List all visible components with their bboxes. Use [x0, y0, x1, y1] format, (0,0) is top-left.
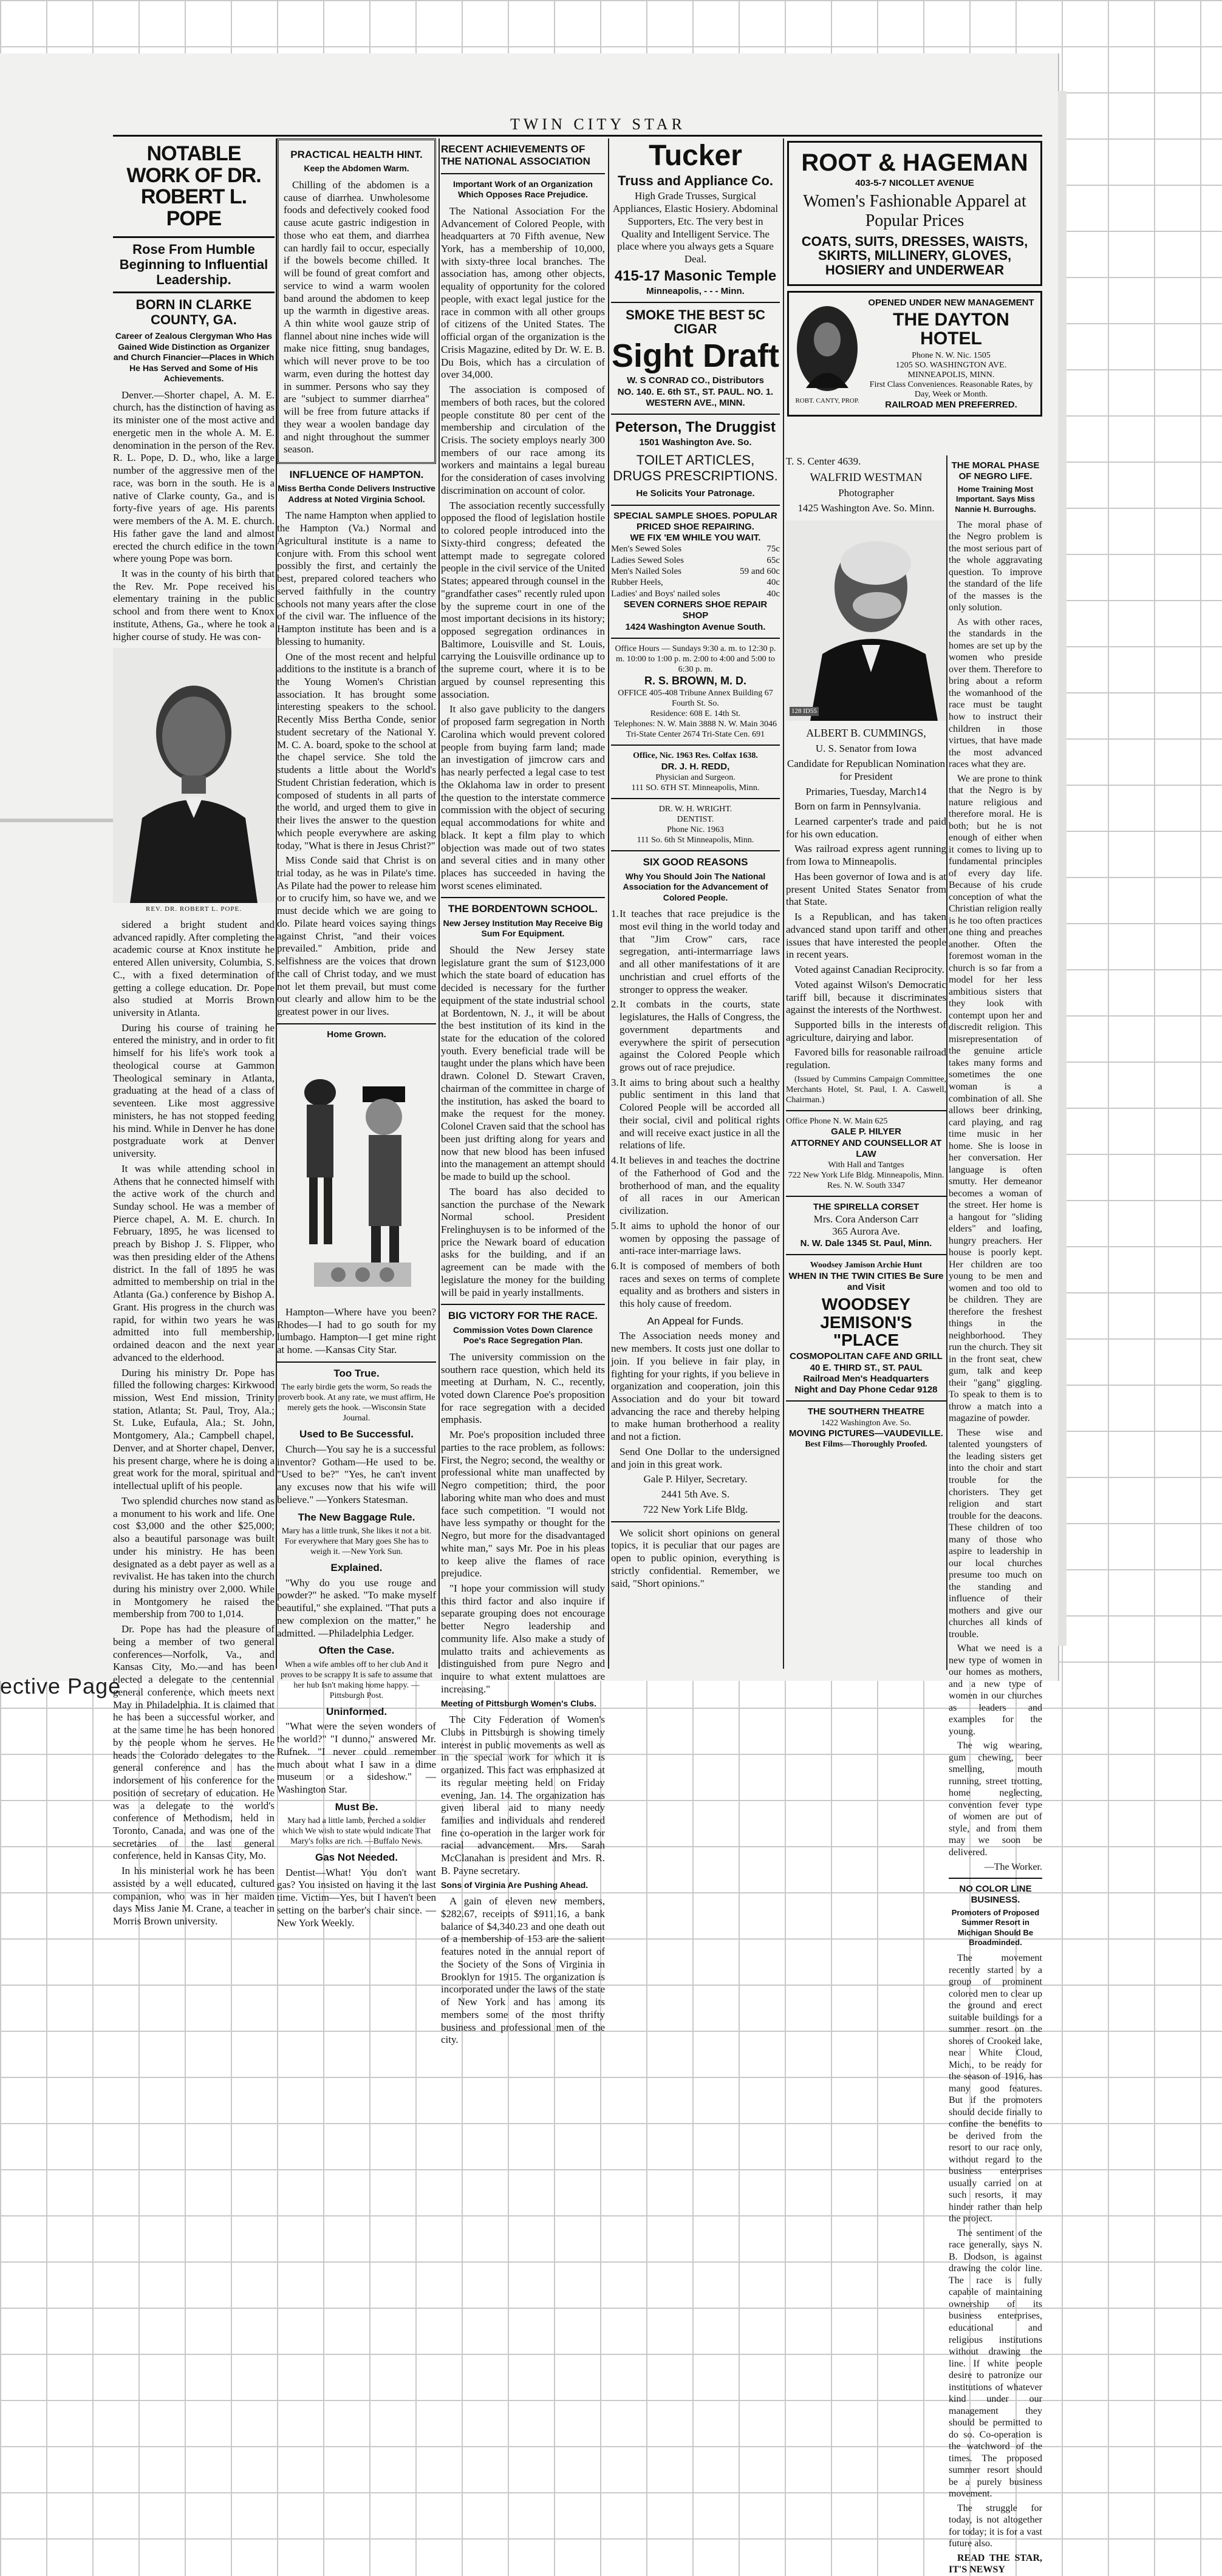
- ad-shop: SEVEN CORNERS SHOE REPAIR SHOP: [623, 599, 768, 621]
- price-item: Ladies' and Boys' nailed soles: [611, 588, 720, 599]
- rule: [611, 638, 780, 639]
- paragraph: Should the New Jersey state legislature grant the sum of $123,000 which the state board of education has decided is necessary for the further equipment of the state industrial school at Bordentown, N. J., it will be about the best institution of its kind in the state for the education of the colored youth. Every beneficial trade will be taught under the plans which have been drawn. Colonel D. Stewart Craven, chairman of the committee in charge of the institution, has asked the board to make the request for the money. Colonel Craven said that the school has been just drifting along for years and now that new blood has been infused into the management an attempt should be made to build up the school.: [441, 944, 605, 1183]
- list-item-text: It aims to bring about such a healthy public sentiment in this land that Colored People will be accorded all their social, civil and political rights and will receive exact justice in all the relations of life.: [620, 1076, 780, 1151]
- ad-address: 111 SO. 6TH ST. Minneapolis, Minn.: [631, 783, 760, 792]
- ad-phone: Night and Day Phone Cedar 9128: [794, 1385, 938, 1395]
- rule: [611, 414, 780, 415]
- price-item: Ladies Sewed Soles: [611, 555, 684, 565]
- rule: [949, 1878, 1042, 1879]
- ad-title: Photographer: [838, 486, 894, 499]
- article-head: INFLUENCE OF HAMPTON.: [289, 469, 424, 481]
- article-deck: New Jersey Institution May Receive Big Sum For Equipment.: [443, 918, 603, 939]
- ad-address: 415-17 Masonic Temple: [614, 267, 777, 284]
- paragraph: The National Association For the Advancement of Colored People, with headquarters at 70 Fifth avenue, New York, has a membership of 10,000, with sixty-three local branches. The association has, among other objects, equality of opportunity for the colored people, with exact legal justice for the race in common with all other groups of citizens of the United States. The official organ of the organization is the Crisis Magazine, edited by Dr. W. E. B. Du Bois, which has a circulation of over 34,000.: [441, 205, 605, 381]
- rule: [786, 1110, 946, 1111]
- ad-office: OFFICE 405-408 Tribune Annex Building 67 Fourth St. So.: [618, 689, 773, 709]
- ad-address: 722 New York Life Bldg. Minneapolis, Minn.: [788, 1171, 944, 1181]
- rule: [441, 897, 605, 898]
- cartoon-title: Home Grown.: [327, 1029, 386, 1040]
- list-item-text: It aims to uphold the honor of our women by opposing the passage of anti-race inter-marriage laws.: [620, 1219, 780, 1257]
- candidate-title: U. S. Senator from Iowa: [815, 743, 917, 755]
- paragraph: sidered a bright student and advanced rapidly. After completing the academic course at Knox institute he entered Allen university, Columbia, S. C., with a fixed determination of getting a college education. Dr. Pope also studied at Morris Brown university in Atlanta.: [113, 918, 275, 1018]
- reasons-list: [611, 908, 780, 1310]
- column-3: [441, 138, 605, 2046]
- paragraph: One of the most recent and helpful additions to the institute is a branch of the Young Women's Christian association. It has brought some interesting speakers to the school. Recently Miss Bertha Conde, senior student secretary of the National Y. M. C. A. board, spoke to the school at the chapel service. She told the students a little about the World's Student Christian federation, which is composed of students in all parts of the world, and urged them to give in their lives the answer to the question which people everywhere are asking today, "What is there in Jesus Christ?": [277, 650, 436, 851]
- price-row: [611, 555, 780, 566]
- ad-distributor: W. S CONRAD CO., Distributors: [627, 375, 764, 386]
- paragraph: The sentiment of the race generally, says N. B. Dodson, is against drawing the color line. The race is fully capable of maintaining ownership of its business enterprises, educational and religious institutions without drawing the line. If white people desire to patronize our institutions of whatever kind under our management they should be permitted to do so. Co-operation is the watchword of the times. The proposed summer resort should be a purely business movement.: [949, 2227, 1042, 2499]
- list-item: 1. It teaches that race prejudice is the most evil thing in the world today and that "Jim Crow" cars, race segregation, anti-intermarriage laws and all other manifestations of it are unchristian and cruel efforts of the stronger to oppress the weaker.: [611, 908, 780, 995]
- signature: Gale P. Hilyer, Secretary.: [643, 1473, 748, 1485]
- column-2: [277, 138, 437, 1929]
- ad-by: Mrs. Cora Anderson Carr: [813, 1213, 919, 1225]
- headline: NOTABLE WORK OF DR. ROBERT L. POPE: [126, 142, 261, 231]
- ad-address: 1501 Washington Ave. So.: [639, 437, 752, 448]
- ad-name: Peterson, The Druggist: [615, 419, 776, 436]
- list-item: 4. It believes in and teaches the doctrine of the Fatherhood of God and the brotherhood of man, and the equality of all races in our American civilization.: [611, 1154, 780, 1217]
- page-fold: [0, 819, 115, 822]
- paragraph: A gain of eleven new members, $282.67, receipts of $911.16, a bank balance of $4,340.23 and one death out of a membership of 153 are the salient features noted in the annual report of the Society of the Sons of Virginia in Brooklyn for 1915. The organization is incorporated under the laws of the state of New York and has among its members some of the most thrifty business and professional men of the city.: [441, 1895, 605, 2046]
- joke: Church—You say he is a successful inventor? Gotham—He used to be. "Used to be?" "Yes, he can't invent any excuses now that his wife will believe." —Yonkers Statesman.: [277, 1443, 436, 1505]
- candidate-date: Primaries, Tuesday, March14: [805, 785, 927, 797]
- rule: [611, 745, 780, 746]
- paragraph: Dr. Pope has had the pleasure of being a member of two general conferences—Norfolk, Va., and Kansas City, Mo.—and has been elected a delegate to the centennial general conference, which meets next May in Philadelphia. It is claimed that he has been a successful worker, and at the same time he has been honored by the people whom he serves. He heads the Colorado delegates to the general conference and has the indorsement of his conference for the position of secretary of education. He was a delegate to the world's conference of Methodism, held in Toronto, Canada, and was one of the secretaries of the last general conference, held in Kansas City, Mo.: [113, 1623, 275, 1862]
- joke-title: Used to Be Successful.: [299, 1428, 414, 1440]
- column-1: [113, 138, 275, 1927]
- rule: [441, 1304, 605, 1305]
- ad-owners: Woodsey Jamison Archie Hunt: [810, 1261, 923, 1270]
- paragraph: The struggle for today, is not altogether for today; it is for a vast future also.: [949, 2503, 1042, 2549]
- ad-title: ATTORNEY AND COUNSELLOR AT LAW: [790, 1137, 942, 1159]
- box-subtitle: Keep the Abdomen Warm.: [304, 163, 409, 174]
- ad-title: Physician and Surgeon.: [655, 772, 736, 782]
- paragraph: It was in the county of his birth that the Rev. Mr. Pope received his elementary training in the public school and from there went to Knox institute, Athens, Ga., where he took a higher course of study. He was con-: [113, 568, 275, 642]
- ad-address: 1205 SO. WASHINGTON AVE. MINNEAPOLIS, MINN.: [895, 360, 1007, 380]
- ad-items: COATS, SUITS, DRESSES, WAISTS, SKIRTS, MILLINERY, GLOVES, HOSIERY and UNDERWEAR: [801, 234, 1028, 278]
- paragraph: Two splendid churches now stand as a monument to his work and life. One cost $3,000 and the other $25,000; also a beautiful parsonage was built under his ministry. He has been designated as a debt payer as well as a revivalist. He has taken into the church during his ministry over 2,000. While in Montgomery he raised the membership from 700 to 1,014.: [113, 1494, 275, 1620]
- appeal-head: An Appeal for Funds.: [647, 1315, 744, 1327]
- candidate-bio: Is a Republican, and has taken advanced stand upon tariff and other issues that have interested the people in recent years.: [786, 911, 946, 961]
- candidate-bio: Has been governor of Iowa and is at present United States Senator from that State.: [786, 870, 946, 908]
- ad-phone: T. S. Center 4639.: [786, 455, 861, 467]
- paragraph: The association is composed of members of both races, but the colored people constitute 80 per cent of the membership and circulation of the Crisis. The society employs nearly 300 members of our race among its workers and maintains a legal bureau for the consideration of cases involving discrimination on account of color.: [441, 384, 605, 496]
- column-5: [786, 455, 946, 1676]
- paragraph: During his course of training he entered the ministry, and in order to fit himself for his life's work took a theological course at Gammon Theological seminary in Atlanta, graduating at the head of a class of seventeen. Like most aggressive ministers, he has not stopped feeding his mind. While in Denver he has done postgraduate work at Denver university.: [113, 1021, 275, 1160]
- candidate-bio: Favored bills for reasonable railroad regulation.: [786, 1046, 946, 1071]
- ad-address: 111 So. 6th St Minneapolis, Minn.: [637, 836, 754, 845]
- candidate-bio: Born on farm in Pennsylvania.: [794, 800, 921, 813]
- paragraph: During his ministry Dr. Pope has filled the following charges: Kirkwood mission, West End mission, Trinity station, Atlanta; St. Paul, Troy, Ala.; St. Luke, Eufaula, Ala.; St. John, Montgomery, Ala.; Campbell chapel, Denver, and at Shorter chapel, Denver, his present charge, where he is doing a great work for the moral, spiritual and intellectual uplift of his people.: [113, 1366, 275, 1492]
- article-head: RECENT ACHIEVEMENTS OF THE NATIONAL ASSOCIATION: [441, 143, 590, 168]
- column-rule: [439, 138, 440, 1669]
- paragraph: As with other races, the standards in the homes are set up by the women who preside over them. Therefore to bring about a reform the womanhood of the race must be taught how to instruct their children in those virtues, that have made the most advanced races what they are.: [949, 616, 1042, 770]
- signature: 2441 5th Ave. S.: [661, 1488, 730, 1501]
- paragraph: The wig wearing, gum chewing, beer smelling, mouth running, street trotting, home neglecting, convention fever type of women are out of style, and from them may we soon be delivered.: [949, 1740, 1042, 1858]
- list-item: 5. It aims to uphold the honor of our women by opposing the passage of anti-race inter-marriage laws.: [611, 1219, 780, 1257]
- verse: Mary had a little lamb, Perched a soldier which We wish to state would indicate That Mary's folks are rich. —Buffalo News.: [282, 1816, 431, 1847]
- paragraph: Miss Conde said that Christ is on trial today, as he was in Pilate's time. As Pilate had the power to release him or to crucify him, so have we, and we must decide which we are going to do. Pilate heard voices saying things against Christ, "and their voices prevailed." Ambition, pride and selfishness are the voices that drown the call of Christ today, and we must not let them prevail, but must come out clearly and allow him to be the greatest power in our lives.: [277, 854, 437, 1018]
- verse-title: Too True.: [333, 1367, 380, 1379]
- article-deck: Career of Zealous Clergyman Who Has Gained Wide Distinction as Organizer and Church Financier—Places in Which He Has Served and Some of His Achievements.: [113, 331, 275, 384]
- ad-name: WALFRID WESTMAN: [810, 471, 923, 484]
- druggist-ad: [611, 420, 780, 499]
- article-deck: Why You Should Join The National Association for the Advancement of Colored People.: [623, 871, 768, 902]
- joke-title: Often the Case.: [318, 1644, 395, 1657]
- price-row: [611, 566, 780, 577]
- item-head: Meeting of Pittsburgh Women's Clubs.: [441, 1698, 596, 1708]
- ad-line: Women's Fashionable Apparel at Popular Prices: [803, 192, 1026, 231]
- ad-head: SPECIAL SAMPLE SHOES. POPULAR PRICED SHOE REPAIRING.: [613, 510, 777, 532]
- candidate-bio: Was railroad express agent running from Iowa to Minneapolis.: [786, 843, 946, 868]
- ad-name: DR. W. H. WRIGHT.: [658, 804, 732, 814]
- candidate-bio: Voted against Wilson's Democratic tariff bill, because it discriminates against the interests of the Northwest.: [786, 978, 946, 1016]
- rule: [113, 236, 275, 238]
- signature: 722 New York Life Bldg.: [643, 1503, 748, 1515]
- joke: Hampton—Where have you been? Rhodes—I had to go south for my lumbago. Hampton—I get mine right at home. —Kansas City Star.: [277, 1306, 436, 1356]
- article-head: THE MORAL PHASE OF NEGRO LIFE.: [951, 460, 1040, 482]
- ad-name: ROOT & HAGEMAN: [801, 149, 1028, 176]
- ad-city: Minneapolis, - - - Minn.: [646, 286, 745, 297]
- portrait-caption: REV. DR. ROBERT L. POPE.: [145, 905, 242, 913]
- item-head: Sons of Virginia Are Pushing Ahead.: [441, 1879, 589, 1890]
- cartoon-illustration: [277, 1044, 436, 1299]
- ad-box: [787, 141, 1042, 286]
- candidate-portrait: [786, 520, 946, 721]
- joke-title: The New Baggage Rule.: [298, 1511, 415, 1523]
- box-text: Chilling of the abdomen is a cause of diarrhea. Unwholesome foods and defectively cooked food cause acute gastric indigestion in those who eat them, and diarrhea can hardly fail to occur, especially if the bowels become chilled. It will be found of great comfort and service to wind a warm woolen band around the abdomen to keep up the warmth in digestive areas. A thin white wool gauze strip of flannel about nine inches wide will make nice fitting, snug bandages, which will never prove to be too warm, even during the hottest day in summer. Persons who say they are "subject to summer diarrhea" will be free from future attacks if they wear a woolen bandage day and night throughout the summer season.: [284, 179, 429, 455]
- paragraph: The association recently successfully opposed the flood of legislation hostile to colored people introduced into the Sixty-third congress; defeated the attempt made to segregate colored people in the civil service of the United States; appeared through counsel in the "grandfather cases" recently ruled upon by the supreme court in one of the most important decisions in its history; opposed segregation ordinances in Baltimore, Louisville and St. Louis, carrying the Louisville ordinance up to the supreme court, where it is to be argued by counsel representing this association.: [441, 499, 605, 700]
- ad-phone: N. W. Dale 1345 St. Paul, Minn.: [800, 1238, 932, 1249]
- ad-rail: RAILROAD MEN PREFERRED.: [885, 399, 1017, 410]
- ad-phone: Phone Nic. 1963: [667, 825, 724, 835]
- article-deck: Miss Bertha Conde Delivers Instructive Address at Noted Virginia School.: [278, 483, 435, 504]
- root-hageman-ad: [787, 141, 1042, 421]
- ad-top: WHEN IN THE TWIN CITIES Be Sure and Visit: [788, 1270, 944, 1292]
- subhead: Rose From Humble Beginning to Influential Leadership.: [119, 241, 268, 288]
- portrait-image: [113, 648, 275, 903]
- article-head: BIG VICTORY FOR THE RACE.: [448, 1310, 598, 1322]
- joke: "Why do you use rouge and powder?" he asked. "To make myself beautiful," she explained. "That puts a new complexion on the matter," he admitted. —Philadelphia Ledger.: [277, 1576, 436, 1639]
- joke: Dentist—What! You don't want gas? You insisted on having it the last time. Victim—Yes, but I haven't been setting on the barber's chair since. —New York Weekly.: [277, 1866, 436, 1929]
- ad-sub: WE FIX 'EM WHILE YOU WAIT.: [630, 533, 761, 543]
- paragraph: The name Hampton when applied to the Hampton (Va.) Normal and Agricultural institute is a name to conjure with. From this school went possibly the first, and certainly the best, prepared colored teachers who served faithfully in the country schools not many years after the close of the civil war. The influence of the Hampton institute has been and is a blessing to humanity.: [277, 509, 436, 647]
- page-edge: [1058, 91, 1067, 1646]
- list-item-text: It is composed of members of both races and sexes on terms of complete equality and as brothers and sisters in this holy cause of freedom.: [620, 1259, 780, 1310]
- ad-address: 40 E. THIRD ST., ST. PAUL: [810, 1362, 923, 1373]
- ad-residence: Res. N. W. South 3347: [827, 1181, 905, 1191]
- paragraph: The university commission on the southern race question, which held its meeting at Durham, N. C., recently, voted down Clarence Poe's proposition for race segregation with a decided emphasis.: [441, 1351, 605, 1426]
- rule: [786, 1254, 946, 1255]
- rule: [113, 291, 275, 293]
- ad-name: R. S. BROWN, M. D.: [644, 675, 746, 687]
- doctor-brown-ad: [611, 644, 780, 740]
- candidate-for: Candidate for Republican Nomination for President: [787, 758, 946, 782]
- candidate-name: ALBERT B. CUMMINGS,: [806, 727, 926, 740]
- ad-tagline: He Solicits Your Patronage.: [636, 488, 755, 499]
- article-head: NO COLOR LINE BUSINESS.: [959, 1884, 1032, 1906]
- article-head: SIX GOOD REASONS: [643, 856, 748, 868]
- list-item-text: It combats in the courts, state legislatures, the Halls of Congress, the government departments and everywhere the spirit of persecution against the Colored People which grows out of race prejudice.: [620, 998, 780, 1073]
- rule: [786, 1400, 946, 1402]
- price-item: Men's Nailed Soles: [611, 567, 682, 577]
- footer-label: ective Page: [0, 1674, 121, 1699]
- price-value: 59 and 60c: [740, 567, 780, 577]
- ad-office: Office, Nic. 1963 Res. Colfax 1638.: [633, 751, 758, 761]
- joke-title: Must Be.: [335, 1801, 378, 1813]
- candidate-bio: Voted against Canadian Reciprocity.: [794, 964, 944, 976]
- price-item: Rubber Heels,: [611, 578, 663, 588]
- price-row: [611, 543, 780, 554]
- column-rule: [608, 138, 609, 1669]
- tucker-ad: [611, 141, 780, 297]
- paragraph: The board has also decided to sanction the purchase of the Newark Normal school. President Frelinghuysen is to be informed of the price the Newark board of education asks for the building, and if an agreement can be made with the legislature the money for the building will be paid in yearly installments.: [441, 1185, 605, 1298]
- list-item-text: It believes in and teaches the doctrine of the Fatherhood of God and the brotherhood of man, and the equality of all races in our American civilization.: [620, 1154, 780, 1217]
- ad-tagline: Best Films—Thoroughly Proofed.: [805, 1440, 927, 1450]
- cigar-ad: [611, 308, 780, 409]
- paragraph: The Association needs money and new members. It costs just one dollar to join. If you believe in fair play, in fighting for your rights, if you believe in organization and cooperation, join this Association and do your bit toward advancing the race and thereby helping to make human brotherhood a reality and not a fiction.: [611, 1330, 780, 1443]
- masthead-rule: [113, 135, 1042, 137]
- candidate-bio: Supported bills in the interests of agriculture, dairying and labor.: [786, 1019, 946, 1043]
- box-title: PRACTICAL HEALTH HINT.: [290, 149, 423, 160]
- ad-with: With Hall and Tantges: [828, 1160, 904, 1170]
- ad-address: 365 Aurora Ave.: [832, 1225, 900, 1238]
- paragraph: READ THE STAR, IT'S NEWSY: [949, 2552, 1042, 2575]
- price-item: Men's Sewed Soles: [611, 544, 682, 554]
- article-deck: Promoters of Proposed Summer Resort in Michigan Should Be Broadminded.: [951, 1908, 1040, 1947]
- paragraph: It was while attending school in Athens that he connected himself with the active work of the church and Sunday school. He was a member of Pierce chapel, A. M. E. church. In February, 1895, he was licensed to preach by Bishop J. S. Flipper, who was then presiding elder of the Athens district. In the fall of 1895 he was admitted to membership on trial in the Atlanta (Ga.) conference by Bishop A. Grant. His progress in the church was rapid, for within two years he was admitted into full membership, ordained deacon and the next year advanced to the elderhood.: [113, 1162, 275, 1363]
- list-item: 3. It aims to bring about such a healthy public sentiment in this land that Colored People will be accorded all their social, civil and political rights and will receive exact justice in all the relations of life.: [611, 1076, 780, 1151]
- ad-address: 1422 Washington Ave. So.: [821, 1418, 912, 1428]
- verse: The early birdie gets the worm, So reads the proverb book. At any rate, we must affirm, He merely gets the hook. —Wisconsin State Journal.: [278, 1383, 435, 1423]
- paragraph: The moral phase of the Negro problem is the most serious part of the whole aggravating question. To improve the standard of the life of the masses is the only solution.: [949, 519, 1042, 613]
- paragraph: We are prone to think that the Negro is by nature religious and therefore moral. He is both; but he is not enough of either when it comes to living up to fundamental principles of every day life. Because of his crude conception of what the Christian religion really is he too often practices one thing and preaches another. Often the foremost woman in the church is so far from a model for her less ambitious sisters that they look with contempt upon her and discredit religion. This misrepresentation of the genuine article takes many forms and sometimes the one woman is a combination of all. She allows beer drinking, card playing, and rag time music in her home. She is loose in her conversation. Her language is often smutty. Her demeanor becomes a woman of the street. Her home is a hangout for "sliding elders" and loafing, hungry preachers. Her house is poorly kept. Her children are too young to be men and women and too old to be children. They are therefore the freshest things in the neighborhood. They run the church. They sit in the front seat, chew gum, talk and keep their "gang" giggling. To speak to them is to throw a match into a magazine of powder.: [949, 773, 1042, 1424]
- paragraph: Send One Dollar to the undersigned and join in this great work.: [611, 1445, 780, 1470]
- rule: [441, 173, 605, 174]
- ad-text: High Grade Trusses, Surgical Appliances, Elastic Hosiery. Abdominal Supporters, Etc. The very best in Quality and Intelligent Service. The place where you always gets a Square Deal.: [612, 190, 779, 265]
- ad-name: THE SOUTHERN THEATRE: [807, 1406, 925, 1417]
- ad-title: DENTIST.: [677, 815, 714, 825]
- health-hint-box: [277, 138, 436, 464]
- rule: [611, 302, 780, 303]
- paragraph: Denver.—Shorter chapel, A. M. E. church, has the distinction of having as its minister one of the most active and energetic men in the whole A. M. E. denomination in the person of the Rev. R. L. Pope, D. D., who, like a large number of the aggressive men of the race, was born in the south. He is a native of Clarke county, Ga., and is forty-five years of age. His parents were members of the A. M. E. church. His father gave the land and almost erected the church edifice in the town where young Pope was born.: [113, 389, 275, 565]
- ad-name: DR. J. H. REDD,: [661, 761, 730, 772]
- joke-title: Uninformed.: [326, 1705, 387, 1717]
- theatre-ad: [786, 1406, 946, 1450]
- campaign-notice: (Issued by Cummins Campaign Committee, Merchants Hotel, St. Paul, I. A. Caswell, Chairman.): [786, 1074, 946, 1105]
- ad-top: SMOKE THE BEST 5C CIGAR: [626, 307, 765, 337]
- list-item: 6. It is composed of members of both races and sexes on terms of complete equality and as brothers and sisters in this holy cause of freedom.: [611, 1259, 780, 1310]
- ad-subtitle: Truss and Appliance Co.: [618, 173, 773, 189]
- credit: —The Worker.: [984, 1861, 1042, 1872]
- article-deck: Commission Votes Down Clarence Poe's Race Segregation Plan.: [452, 1324, 593, 1346]
- paragraph: The City Federation of Women's Clubs in Pittsburgh is showing timely interest in public movements as well as in the special work for which it is organized. This fact was emphasized at its regular meeting held on Friday evening, Jan. 14. The organization has given liberal aid to many needy families and individuals and rendered fine co-operation in the larger work for racial advancement. Mrs. Sarah McClanahan is president and Mrs. R. B. Payne secretary.: [441, 1714, 605, 1876]
- ad-address: 1425 Washington Ave. So. Minn.: [797, 502, 935, 514]
- ad-hq: Railroad Men's Headquarters: [803, 1373, 929, 1384]
- ad-name: THE DAYTON HOTEL: [893, 309, 1009, 349]
- joke-title: Gas Not Needed.: [315, 1852, 398, 1864]
- paragraph: What we need is a new type of women in our homes as mothers, and a new type of women in our churches as leaders and examples for the young.: [949, 1643, 1042, 1737]
- ad-text: TOILET ARTICLES, DRUGS PRESCRIPTIONS.: [613, 452, 778, 484]
- ad-phone: Office Phone N. W. Main 625: [786, 1117, 888, 1126]
- article-deck: Important Work of an Organization Which Opposes Race Prejudice.: [453, 179, 593, 200]
- paragraph: "I hope your commission will study this third factor and also inquire if separate grouping does not encourage better Negro leadership and community life. Also make a study of mulatto traits and achievements as distinguished from pure Negro and inquire to what extent mulattoes are increasing.": [441, 1583, 605, 1695]
- ad-text: MOVING PICTURES—VAUDEVILLE.: [789, 1428, 943, 1439]
- list-item: 2. It combats in the courts, state legislatures, the Halls of Congress, the government departments and everywhere the spirit of persecution against the Colored People which grows out of race prejudice.: [611, 998, 780, 1073]
- ad-phone: Phone N. W. Nic. 1505: [912, 350, 991, 360]
- price-row: [611, 577, 780, 588]
- doctor-redd-ad: [611, 751, 780, 793]
- paragraph: These wise and talented youngsters of the leading sisters get into the choir and start trouble for the choristers. They get religion and start trouble for the deacons. These children of too many of those who aspire to leadership in our local churches presume too much on the standing and influence of their mothers and give our churches all kinds of trouble.: [949, 1427, 1042, 1640]
- ad-name: WOODSEY JEMISON'S "PLACE: [820, 1295, 912, 1349]
- ad-text: First Class Conveniences. Reasonable Rates, by Day, Week or Month.: [869, 380, 1033, 399]
- column-4: [611, 138, 780, 1675]
- ad-name: Sight Draft: [612, 337, 779, 374]
- ad-address: NO. 140. E. 6th ST., ST. PAUL. NO. 1. WESTERN AVE., MINN.: [617, 386, 774, 408]
- price-value: 40c: [766, 588, 780, 599]
- rule: [611, 798, 780, 799]
- verse: Mary has a little trunk, She likes it not a bit. For everywhere that Mary goes She has to weigh it. —New York Sun.: [281, 1526, 432, 1557]
- ad-sub: COSMOPOLITAN CAFE AND GRILL: [790, 1351, 943, 1362]
- ad-proprietor: ROBT. CANTY, PROP.: [795, 397, 859, 404]
- ad-name: GALE P. HILYER: [831, 1126, 901, 1137]
- hotel-proprietor: [794, 303, 861, 404]
- hotel-ad: [787, 291, 1042, 417]
- rule: [611, 850, 780, 851]
- image-mark: 128 ID55: [790, 707, 819, 716]
- price-value: 75c: [766, 544, 780, 554]
- paragraph: It also gave publicity to the dangers of proposed farm segregation in North Carolina which would prevent colored people from buying farm land; made an investigation of jimcrow cars and has nearly perfected a legal case to test the Oklahoma law in order to present the question to the interstate commerce commission with the object of securing equal accommodations for white and black. It kept a film play to which objection was made out of two states and several cities and in many other places has succeeded in having the worst scenes eliminated.: [441, 703, 605, 891]
- lawyer-ad: [786, 1116, 946, 1191]
- rule: [277, 1361, 436, 1363]
- paragraph: Mr. Poe's proposition included three parties to the race problem, as follows: First, the Negro; second, the wealthy or professional white man unaffected by Negro competition; third, the poor laboring white man who does and must face such competition. "I would not have less sympathy or thought for the Negro, but more for the disadvantaged white man," says Mr. Poe in his pleas to keep alive the flames of race prejudice.: [441, 1429, 605, 1579]
- dentist-ad: [611, 804, 780, 845]
- ad-address: 1424 Washington Avenue South.: [625, 621, 766, 632]
- article-deck: Home Training Most Important. Says Miss Nannie H. Burroughs.: [955, 485, 1036, 514]
- joke-title: Explained.: [330, 1562, 383, 1574]
- paragraph: The movement recently started by a group of prominent colored men to clear up the ground and erect suitable buildings for a summer resort on the shores of Crooked lake, near White Cloud, Mich., to be ready for the season of 1916, has many good features. But if the promoters should decide finally to confine the benefits to be derived from the resort to our race only, without regard to the business enterprises usually carried on at such resorts, it may hinder rather than help the project.: [949, 1953, 1042, 2224]
- candidate-bio: Learned carpenter's trade and paid for his own education.: [786, 816, 946, 840]
- rule: [786, 1196, 946, 1197]
- corset-ad: [786, 1202, 946, 1249]
- verse: When a wife ambles off to her club And it proves to be scrappy It is safe to assume that her hub Isn't making home happy. —Pittsburgh Post.: [281, 1660, 432, 1700]
- paragraph: We solicit short opinions on general topics, it is peculiar that our pages are open to public opinion, everything is strictly confidential. Remember, we said, "Short opinions.": [611, 1527, 780, 1589]
- rule: [611, 505, 780, 506]
- ad-residence: Residence: 608 E. 14th St.: [650, 709, 741, 719]
- rule: [277, 1023, 436, 1024]
- candidate-figure: [786, 520, 946, 721]
- ad-hours: Office Hours — Sundays 9:30 a. m. to 12:30 p. m. 10:00 to 1:00 p. m. 2:00 to 4:00 and 5:00 to 6:30 p. m.: [615, 644, 776, 674]
- ad-address: 403-5-7 NICOLLET AVENUE: [855, 178, 974, 188]
- price-value: 65c: [766, 555, 780, 565]
- masthead: TWIN CITY STAR: [510, 115, 686, 133]
- paragraph: In his ministerial work he has been assisted by a well educated, cultured companion, who was in her maiden days Miss Janie M. Crane, a teacher in Morris Brown university.: [113, 1865, 275, 1927]
- joke: "What were the seven wonders of the world?" "I dunno," answered Mr. Rufnek. "I never could remember much about what I saw in a dime museum or a sideshow." —Washington Star.: [277, 1720, 436, 1795]
- list-item-text: It teaches that race prejudice is the most evil thing in the world today and that "Jim Crow" cars, race segregation, anti-intermarriage laws and all other manifestations of it are unchristian and cruel efforts of the stronger to oppress the weaker.: [620, 908, 780, 995]
- ad-telephones: Telephones: N. W. Main 3888 N. W. Main 3046 Tri-State Center 2674 Tri-State Cen. 691: [613, 720, 777, 740]
- column-rule: [946, 455, 947, 1670]
- proprietor-portrait: [794, 303, 861, 394]
- hotel-ad-text: [867, 298, 1036, 410]
- article-head: THE BORDENTOWN SCHOOL.: [448, 903, 598, 915]
- price-value: 40c: [766, 578, 780, 588]
- column-rule: [783, 138, 784, 1669]
- portrait-figure: [124, 660, 264, 903]
- price-row: [611, 588, 780, 599]
- subhead-2: BORN IN CLARKE COUNTY, GA.: [135, 296, 252, 327]
- rule: [611, 1521, 780, 1522]
- column-6: [949, 455, 1042, 2575]
- cafe-ad: [786, 1260, 946, 1395]
- ad-name: Tucker: [649, 140, 742, 172]
- ad-name: THE SPIRELLA CORSET: [813, 1202, 920, 1213]
- ad-top: OPENED UNDER NEW MANAGEMENT: [868, 297, 1034, 308]
- shoe-repair-ad: [611, 511, 780, 633]
